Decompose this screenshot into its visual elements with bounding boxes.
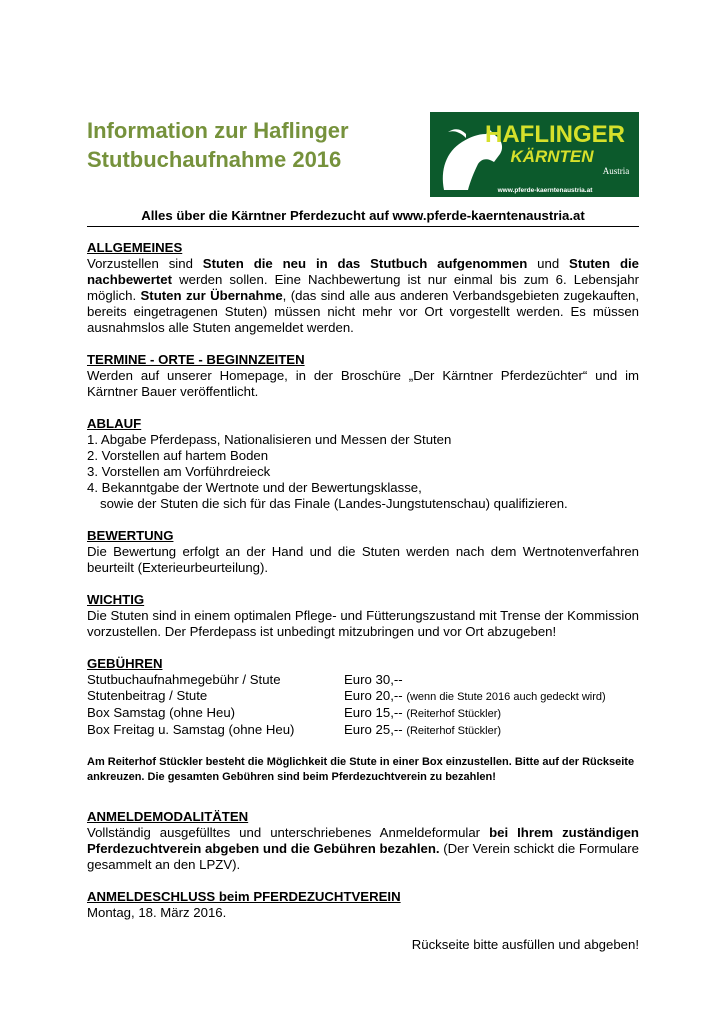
allgemeines-text xyxy=(87,256,639,336)
tagline: Alles über die Kärntner Pferdezucht auf www.pferde-kaerntenaustria.at xyxy=(87,207,639,227)
anmeldemodalitaeten-text xyxy=(87,825,639,873)
section-ablauf xyxy=(87,416,639,512)
ablauf-item: 1. Abgabe Pferdepass, Nationalisieren und Messen der Stuten xyxy=(87,432,452,447)
text-run: und xyxy=(527,256,570,271)
text-run: , (das sind alle aus anderen Verbandsgebieten zugekauften, bereits eingetragenen Stuten) müssen nicht mehr vor Ort vorgestellt werden. Es müssen ausnahmslos alle Stuten angemeldet werden. xyxy=(87,288,639,335)
ablauf-item-continuation: sowie der Stuten die sich für das Finale (Landes-Jungstutenschau) qualifizieren. xyxy=(100,496,568,511)
fee-row xyxy=(87,672,639,688)
ablauf-item: 4. Bekanntgabe der Wertnote und der Bewertungsklasse, xyxy=(87,480,422,495)
heading-gebuehren: GEBÜHREN xyxy=(87,656,163,671)
bold-run: Stuten die neu in das Stutbuch aufgenommen xyxy=(202,256,528,271)
heading-wichtig: WICHTIG xyxy=(87,592,145,607)
text-run: werden sollen. Eine Nachbewertung ist nur einmal bis zum 6. Lebensjahr möglich. xyxy=(87,272,639,303)
fee-amount: Euro 25,-- xyxy=(344,722,407,737)
section-gebuehren xyxy=(87,656,639,739)
box-hint: Am Reiterhof Stückler besteht die Möglichkeit die Stute in einer Box einzustellen. Bitte auf der Rückseite ankreuzen. Die gesamten Gebühren sind beim Pferdezuchtverein zu bezahlen! xyxy=(87,756,635,783)
fee-label: Stutbuchaufnahmegebühr / Stute xyxy=(87,672,281,687)
heading-allgemeines: ALLGEMEINES xyxy=(87,240,183,255)
fee-row xyxy=(87,722,639,739)
text-run: (Der Verein schickt die Formulare gesammelt an den LPZV). xyxy=(87,841,639,872)
fee-row xyxy=(87,688,639,705)
ablauf-item: 2. Vorstellen auf hartem Boden xyxy=(87,448,269,463)
bold-run: Stuten die nachbewertet xyxy=(87,256,639,287)
haflinger-kaernten-logo xyxy=(430,112,639,197)
fee-value xyxy=(344,688,606,705)
logo-country: Austria xyxy=(602,166,630,176)
fee-note: (Reiterhof Stückler) xyxy=(406,725,502,737)
footer-note: Rückseite bitte ausfüllen und abgeben! xyxy=(411,937,639,952)
fee-row xyxy=(87,705,639,722)
fee-label: Stutenbeitrag / Stute xyxy=(87,688,208,703)
fee-value xyxy=(344,705,501,722)
fee-value xyxy=(344,722,501,739)
text-run: Vollständig ausgefülltes und unterschriebenes Anmeldeformular xyxy=(87,825,490,840)
wichtig-text: Die Stuten sind in einem optimalen Pflege- und Fütterungszustand mit Trense der Kommission vorzustellen. Der Pferdepass ist unbedingt mitzubringen und vor Ort abzugeben! xyxy=(87,608,639,639)
fee-note: (wenn die Stute 2016 auch gedeckt wird) xyxy=(406,691,606,703)
fee-value: Euro 30,-- xyxy=(344,672,403,687)
logo-url: www.pferde-kaerntenaustria.at xyxy=(497,187,593,194)
page-title xyxy=(87,116,407,174)
bold-run: bei Ihrem zuständigen Pferdezuchtverein abgeben und die Gebühren bezahlen. xyxy=(87,825,639,856)
section-bewertung xyxy=(87,528,639,576)
section-wichtig xyxy=(87,592,639,640)
heading-anmeldemodalitaeten: ANMELDEMODALITÄTEN xyxy=(87,809,249,824)
section-allgemeines xyxy=(87,240,639,336)
fee-note: (Reiterhof Stückler) xyxy=(406,708,502,720)
title-line-2: Stutbuchaufnahme 2016 xyxy=(87,147,342,172)
section-termine xyxy=(87,352,639,400)
termine-text: Werden auf unserer Homepage, in der Broschüre „Der Kärntner Pferdezüchter“ und im Kärntner Bauer veröffentlicht. xyxy=(87,368,639,399)
heading-termine: TERMINE - ORTE - BEGINNZEITEN xyxy=(87,352,305,367)
logo-region: KÄRNTEN xyxy=(510,147,594,166)
heading-ablauf: ABLAUF xyxy=(87,416,142,431)
bewertung-text: Die Bewertung erfolgt an der Hand und die Stuten werden nach dem Wertnotenverfahren beurteilt (Exterieurbeurteilung). xyxy=(87,544,639,575)
text-run: Vorzustellen sind xyxy=(87,256,203,271)
heading-anmeldeschluss: ANMELDESCHLUSS beim PFERDEZUCHTVEREIN xyxy=(87,889,401,904)
ablauf-item: 3. Vorstellen am Vorführdreieck xyxy=(87,464,271,479)
title-line-1: Information zur Haflinger xyxy=(87,118,349,143)
logo-brand: HAFLINGER xyxy=(485,121,625,148)
heading-bewertung: BEWERTUNG xyxy=(87,528,174,543)
fee-amount: Euro 15,-- xyxy=(344,705,407,720)
fee-label: Box Samstag (ohne Heu) xyxy=(87,705,236,720)
section-anmeldemodalitaeten xyxy=(87,809,639,873)
anmeldeschluss-date: Montag, 18. März 2016. xyxy=(87,905,227,920)
content xyxy=(87,240,639,953)
fee-amount: Euro 20,-- xyxy=(344,688,407,703)
bold-run: Stuten zur Übernahme xyxy=(140,288,283,303)
fee-label: Box Freitag u. Samstag (ohne Heu) xyxy=(87,722,295,737)
section-anmeldeschluss xyxy=(87,889,639,921)
